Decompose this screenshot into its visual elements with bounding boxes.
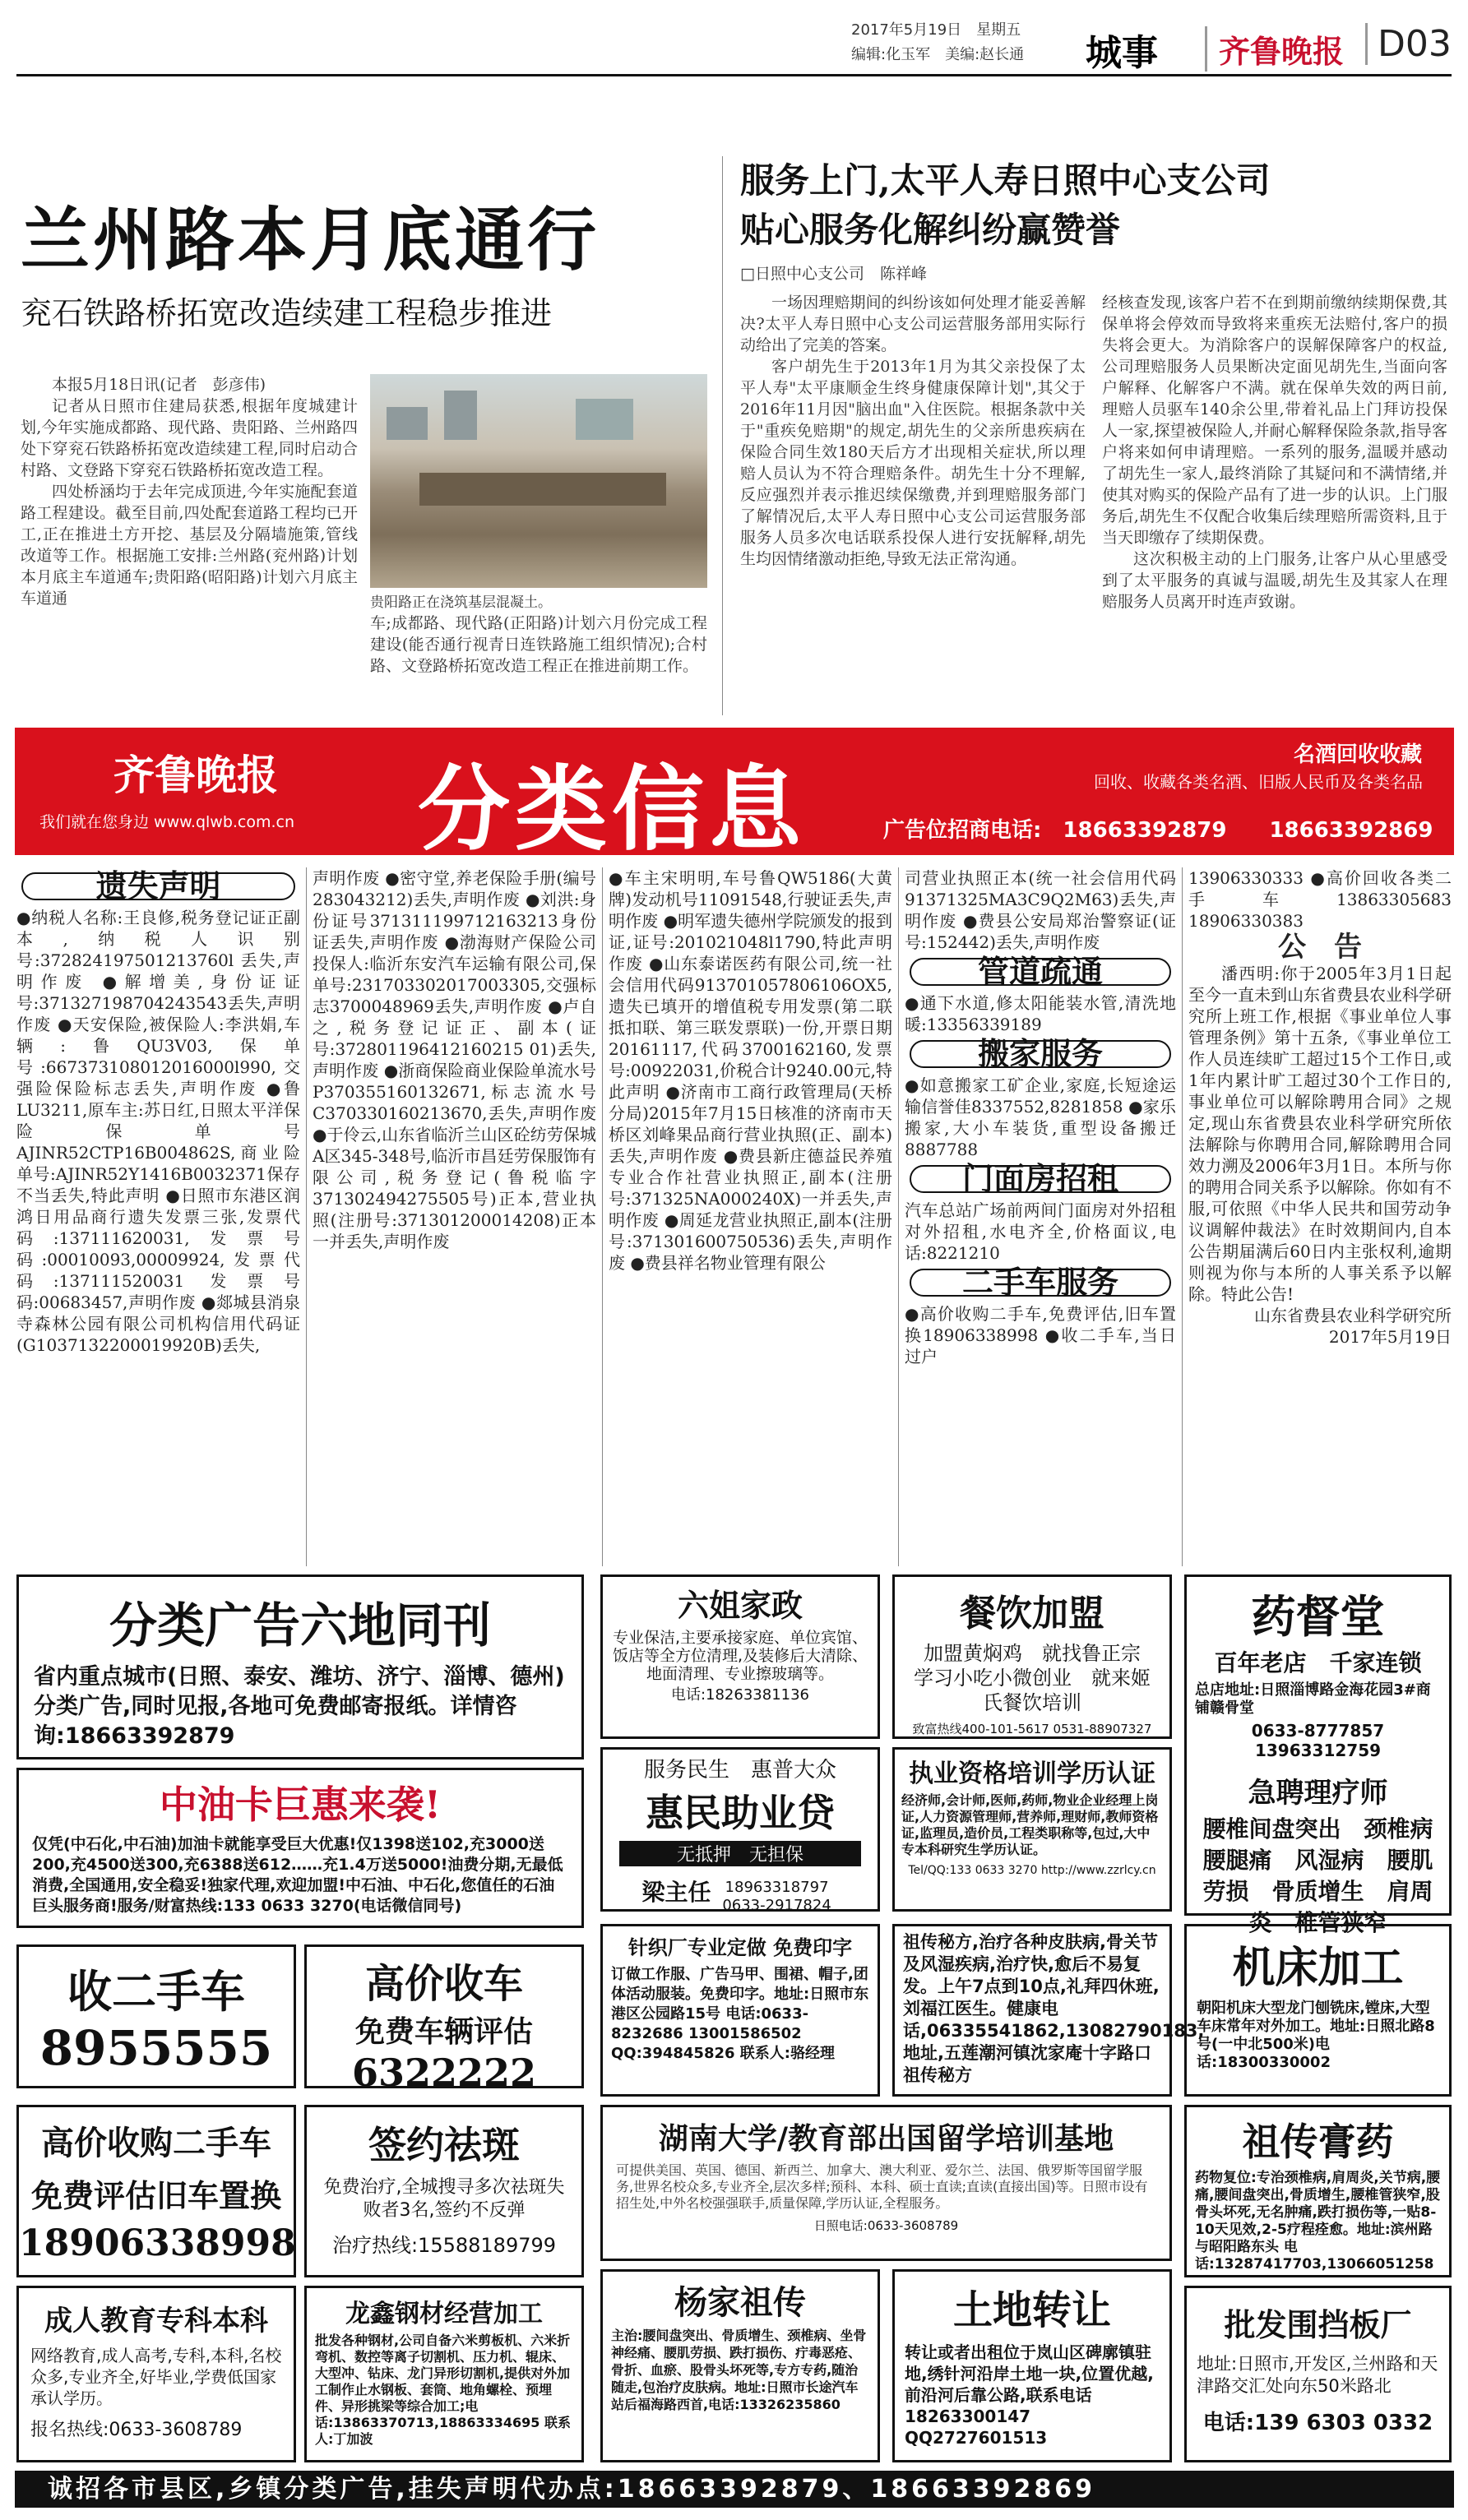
article1-p2: 四处桥涵均于去年完成顶进,今年实施配套道路工程建设。截至目前,四处配套道路工程均已开工,正在推进土方开挖、基层及分隔墙施策,管线改道等工作。根据施工安排:兰州路(兖州路)计划本月底主车道通车;贵阳路(昭阳路)计划六月底主车道通 xyxy=(21,483,358,608)
ad-six-cities-text: 省内重点城市(日照、泰安、潍坊、济宁、淄博、德州)分类广告,同时见报,各地可免费邮寄报纸。详情咨询:18663392879 xyxy=(34,1664,565,1749)
ad-loan-band: 无抵押 无担保 xyxy=(619,1841,861,1866)
ad-adult-education-title: 成人教育专科本科 xyxy=(44,2305,268,2337)
ad-buy-used-car-tel: 8955555 xyxy=(39,2020,273,2076)
article1-p1: 记者从日照市住建局获悉,根据年度城建计划,今年实施成都路、现代路、贵阳路、兰州路四处下穿兖石铁路桥拓宽改造续建工程,同时启动合村路、文登路下穿兖石铁路桥拓宽改造工程。 xyxy=(21,397,358,479)
ad-housekeeping xyxy=(600,1574,880,1739)
ad-adult-education-tel: 报名热线:0633-3608789 xyxy=(30,2420,243,2440)
ad-housekeeping-title: 六姐家政 xyxy=(677,1587,803,1624)
col4-text: 司营业执照正本(统一社会信用代码91371325MA3C9Q2M63)丢失,声明作废 ●费县公安局郑治警察证(证号:152442)丢失,声明作废 xyxy=(905,868,1176,952)
ad-freckle-title: 签约祛斑 xyxy=(368,2123,520,2167)
ad-catering-title: 餐饮加盟 xyxy=(960,1593,1104,1635)
lost-notice-text: ●纳税人名称:王良修,税务登记证正副本,纳税人识别号:372824197501213760l 丢失,声明作废 ●解增美,身份证证号:371327198704243543丢失,声明作废 ●天安保险,被保险人:李洪娟,车辆:鲁QU3V03,保单号:667373108012016000l990,交强险保险标志丢失,声明作废 ●鲁LU3211,原车主:苏日红,日照太平洋保险保单号AJINR52CTP16B004862S,商业险单号:AJINR52Y1416B0032371保存不当丢失,特此声明 ●日照市东港区润鸿日用品商行遗失发票三张,发票代码:137111620031,发票号码:00010093,00009924,发票代码:137111520031 发票号码:00683457,声明作废 ●郯城县消泉寺森林公园有限公司机构信用代码证(G1037132200019920B)丢失, xyxy=(16,908,300,1355)
article2-title-line1: 服务上门,太平人寿日照中心支公司 xyxy=(740,160,1271,201)
ad-fence-title: 批发围挡板厂 xyxy=(1224,2306,1412,2343)
ad-certification-tel: Tel/QQ:133 0633 3270 http://www.zzrlcy.cn xyxy=(908,1864,1156,1877)
ad-land-title: 土地转让 xyxy=(952,2287,1111,2333)
pipe-heading: 管道疏通 xyxy=(910,958,1171,986)
ad-buy-used-car-2-sub: 免费评估旧车置换 xyxy=(30,2177,281,2214)
ad-high-price-car-tel: 6322222 xyxy=(351,2051,537,2095)
ad-medicine-hall-band: 急聘理疗师 xyxy=(1248,1777,1388,1810)
ad-yang-family xyxy=(600,2269,880,2462)
ad-steel-title: 龙鑫钢材经营加工 xyxy=(345,2300,543,2328)
article1-col1 xyxy=(21,374,358,609)
banner-tel-label: 广告位招商电话: xyxy=(883,818,1042,843)
ad-loan xyxy=(600,1747,880,1912)
classified-banner xyxy=(15,728,1454,863)
article2-col1 xyxy=(740,292,1086,719)
ad-freckle-tel: 治疗热线:15588189799 xyxy=(331,2234,557,2257)
ad-certification-text: 经济师,会计师,医师,药师,物业企业经理上岗证,人力资源管理师,营养师,理财师,教师资格证,监理员,造价员,工程类职称等,包过,大中专本科研究生学历认证。 xyxy=(901,1792,1159,1857)
ad-adult-education xyxy=(16,2286,296,2462)
ad-medicine-hall-items: 腰椎间盘突出 颈椎病 腰腿痛 风湿病 腰肌劳损 骨质增生 肩周炎 椎管狭窄 xyxy=(1202,1815,1456,1936)
ad-fence-text: 地址:日照市,开发区,兰州路和天津路交汇处向东50米路北 xyxy=(1197,2354,1438,2396)
ad-plaster-text: 药物复位:专治颈椎病,肩周炎,关节病,腰痛,腰间盘突出,骨质增生,腰椎管狭窄,股骨头坏死,无名肿痛,跌打损伤等,一贴8-10天见效,2-5疗程痊愈。地址:滨州路与昭阳路东头 电话:13287417703,13066051258 xyxy=(1195,2170,1441,2273)
section-name: 城事 xyxy=(1086,32,1158,74)
classified-col1 xyxy=(16,867,300,1566)
ad-steel xyxy=(304,2286,584,2462)
ad-loan-title: 惠民助业贷 xyxy=(646,1791,835,1835)
ad-loan-name: 梁主任 xyxy=(641,1879,711,1906)
ad-high-price-car xyxy=(304,1944,584,2095)
ad-freckle xyxy=(304,2105,584,2277)
classified-col3: ●车主宋明明,车号鲁QW5186(大黄牌)发动机号11091548,行驶证丢失,声明作废 ●明军遗失德州学院颁发的报到证,证号:201021048l1790,特此声明作废 ●山东泰诺医药有限公司,统一社会信用代码913701057806106OX5,遗失已填开的增值税专用发票(第二联抵扣联、第三联发票联)一份,开票日期20161117,代码3700162160,发票号:00922031,价税合计9240.00元,特此声明 ●济南市工商行政管理局(天桥分局)2015年7月15日核准的济南市天桥区刘峰果品商行营业执照(正、副本)丢失,声明作废 ●费县新庄德益民养殖专业合作社营业执照正,副本(注册号:371325NA000240X)一并丢失,声明作废 ●周延龙营业执照正,副本(注册号:371301600750536)丢失,声明作废 ●费县祥名物业管理有限公 xyxy=(609,868,892,1273)
ad-six-cities xyxy=(16,1574,584,1759)
ad-land-text: 转让或者出租位于岚山区碑廓镇驻地,绣针河沿岸土地一块,位置优越,前沿河后靠公路,联系电话18263300147 QQ2727601513 xyxy=(905,2342,1154,2448)
article2-p3: 经核查发现,该客户若不在到期前缴纳续期保费,其保单将会停效而导致将来重疾无法赔付,客户的损失将会更大。为消除客户的误解保障客户的权益,公司理赔服务人员果断决定面见胡先生,当面向客户解释、化解客户不满。就在保单失效的两日前,理赔人员驱车140余公里,带着礼品上门拜访投保人一家,探望被保险人,并耐心解释保险条款,指导客户将来如何申请理赔。一系列的服务,温暖并感动了胡先生一家人,最终消除了其疑问和不满情绪,并使其对购买的保险产品有了进一步的认识。上门服务后,胡先生不仅配合收集后续理赔所需资料,且于当天即缴存了续期保费。 xyxy=(1102,294,1447,547)
banner-website: 我们就在您身边 www.qlwb.com.cn xyxy=(39,813,295,831)
ad-knitting-factory xyxy=(600,1924,880,2097)
classified-col4 xyxy=(905,867,1176,1566)
banner-title: 分类信息 xyxy=(418,756,806,863)
article1-title: 兰州路本月底通行 xyxy=(21,199,600,280)
ad-yang-title: 杨家祖传 xyxy=(674,2283,806,2322)
ad-plaster-title: 祖传膏药 xyxy=(1242,2120,1394,2164)
classified-col2: 声明作废 ●密守堂,养老保险手册(编号283043212)丢失,声明作废 ●刘洪:身份证号371311199712163213身份证丢失,声明作废 ●渤海财产保险公司投保人:临沂东安汽车运输有限公司,保单号:231703302017003305,交强标志3700048969丢失,声明作废 ●卢自之,税务登记证正、副本(证号:372801196412160215 01)丢失,声明作废 ●浙商保险商业保险单流水号P370355160132671,标志流水号C370330160213670,丢失,声明作废 ●于伶云,山东省临沂兰山区砼纺劳保城A区345-348号,临沂市昌廷劳保服饰有限公司,税务登记(鲁税临字371302494275505号)正本,营业执照(注册号:371301200014208)正本一并丢失,声明作废 xyxy=(313,868,596,1251)
used-car-text: ●高价收购二手车,免费评估,旧车置换18906338998 ●收二手车,当日过户 xyxy=(905,1304,1176,1366)
banner-tel xyxy=(883,813,1433,844)
article2-byline: □日照中心支公司 陈祥峰 xyxy=(740,265,927,283)
moving-text: ●如意搬家工矿企业,家庭,长短途运输信誉佳8337552,8281858 ●家乐搬家,大小车装货,重型设备搬迁8887788 xyxy=(905,1075,1176,1159)
ad-high-price-car-sub: 免费车辆评估 xyxy=(354,2014,533,2049)
construction-photo xyxy=(370,374,707,588)
col-sep xyxy=(1182,867,1183,1566)
header-meta xyxy=(851,18,1024,67)
moving-heading: 搬家服务 xyxy=(910,1040,1171,1068)
notice-sign: 山东省费县农业科学研究所 xyxy=(1254,1306,1452,1325)
ad-machine-tool-text: 朝阳机床大型龙门刨铣床,镗床,大型车床常年对外加工。地址:日照北路8号(一中北500米)电话:18300330002 xyxy=(1197,2000,1435,2071)
ad-steel-text: 批发各种钢材,公司自备六米剪板机、六米折弯机、数控等离子切割机、压力机、辊床、大型冲、钻床、龙门异形切割机,提供对外加工制作止水钢板、套筒、地角螺栓、预埋件、异形挑梁等综合加工;电话:13863370713,18863334695 联系人:丁加波 xyxy=(315,2333,571,2447)
header-date: 2017年5月19日 xyxy=(851,21,962,39)
ad-medicine-hall-address: 总店地址:日照淄博路金海花园3#商铺赣骨堂 xyxy=(1195,1681,1431,1717)
banner-tel1: 18663392879 xyxy=(1063,818,1227,843)
ad-medicine-hall-sub: 百年老店 千家连锁 xyxy=(1214,1649,1422,1676)
ad-catering-text: 加盟黄焖鸡 就找鲁正宗 学习小吃小微创业 就来姬氏餐饮培训 xyxy=(914,1642,1160,1714)
ad-medicine-hall xyxy=(1184,1574,1456,1936)
ad-buy-used-car-2-title: 高价收购二手车 xyxy=(41,2124,271,2162)
ad-buy-used-car-2-tel: 18906338998 xyxy=(19,2222,296,2264)
ad-medicine-hall-tel: 0633-8777857 13963312759 xyxy=(1251,1721,1385,1760)
ad-catering-tel: 致富热线400-101-5617 0531-88907327 xyxy=(912,1722,1152,1736)
ad-fuel-card xyxy=(16,1768,584,1928)
notice-heading: 公 告 xyxy=(1278,931,1362,964)
lost-notice-heading: 遗失声明 xyxy=(21,872,295,900)
article1-subtitle: 兖石铁路桥拓宽改造续建工程稳步推进 xyxy=(21,295,553,331)
ad-hunan-text: 可提供美国、英国、德国、新西兰、加拿大、澳大利亚、爱尔兰、法国、俄罗斯等国留学服务,世界名校众多,专业齐全,层次多样;预科、本科、硕士直读;直读(直接出国)等。日照市设有招生处,中外名校强强联手,质量保障,学历认证,全程服务。 xyxy=(616,2162,1148,2211)
used-car-heading: 二手车服务 xyxy=(910,1269,1171,1297)
ad-land-transfer xyxy=(892,2269,1172,2462)
ad-yang-text: 主治:腰间盘突出、骨质增生、颈椎病、坐骨神经痛、腰肌劳损、跌打损伤、疔毒恶疮、骨折、血瘀、股骨头坏死等,专方专药,随治随走,包治疗皮肤病。地址:日照市长途汽车站后福海路西首,电话:13326235860 xyxy=(611,2328,867,2412)
ad-hunan-university xyxy=(600,2105,1172,2261)
header-weekday: 星期五 xyxy=(976,21,1021,39)
ad-secret-recipe xyxy=(892,1924,1205,2097)
ad-machine-tool-title: 机床加工 xyxy=(1232,1943,1404,1993)
pipe-text: ●通下水道,修太阳能装水管,清洗地暖:13356339189 xyxy=(905,993,1176,1034)
ad-freckle-text: 免费治疗,全城搜寻多次祛斑失败者3名,签约不反弹 xyxy=(323,2177,565,2221)
banner-corner-sub: 回收、收藏各类名酒、旧版人民币及各类名品 xyxy=(1094,772,1423,792)
ad-housekeeping-tel: 电话:18263381136 xyxy=(670,1686,810,1704)
ad-hunan-title: 湖南大学/教育部出国留学培训基地 xyxy=(658,2121,1114,2156)
ad-housekeeping-text: 专业保洁,主要承接家庭、单位宾馆、饭店等全方位清理,及装修后大清除、地面清理、专业擦玻璃等。 xyxy=(612,1629,868,1683)
ad-adult-education-text: 网络教育,成人高考,专科,本科,名校众多,专业齐全,好毕业,学费低国家承认学历。 xyxy=(30,2346,282,2408)
ad-fence-board xyxy=(1184,2286,1452,2462)
col-sep xyxy=(306,867,307,1566)
ad-fuel-card-title: 中油卡巨惠来袭! xyxy=(159,1782,442,1827)
article2-p1: 一场因理赔期间的纠纷该如何处理才能妥善解决?太平人寿日照中心支公司运营服务部用实际行动给出了完美的答案。 xyxy=(740,294,1086,354)
ad-loan-tel: 18963318797 0633-2917824 xyxy=(722,1878,831,1914)
notice-text: 潘西明:你于2005年3月1日起至今一直未到山东省费县农业科学研究所上班工作,根据《事业单位人事管理条例》第十五条,《事业单位工作人员连续旷工超过15个工作日,或1年内累计旷工超过30个工作日的,事业单位可以解除聘用合同》之规定,现山东省费县农业科学研究所依法解除与你聘用合同,解除聘用合同效力溯及2006年3月1日。本所与你的聘用合同关系予以解除。你如有不服,可依照《中华人民共和国劳动争议调解仲裁法》在时效期间内,自本公告期届满后60日内主张权利,逾期则视为你与本所的人事关系予以解除。特此公告! xyxy=(1188,964,1452,1304)
article2-p2: 客户胡先生于2013年1月为其父亲投保了太平人寿"太平康顺金生终身健康保障计划",其父于2016年11月因"脑出血"入住医院。根据条款中关于"重疾免赔期"的规定,胡先生的父亲所患疾病在保险合同生效180天后方才出现相关症状,所以理赔人员认为不符合理赔条件。胡先生十分不理解,反应强烈并表示推迟续保缴费,并到理赔服务部门了解情况后,太平人寿日照中心支公司运营服务部服务人员多次电话联系投保人进行安抚解释,胡先生均因情绪激动拒绝,导致无法正常沟通。 xyxy=(740,358,1086,568)
banner-tel2: 18663392869 xyxy=(1269,818,1433,843)
shop-heading: 门面房招租 xyxy=(910,1165,1171,1193)
article1-lead: 本报5月18日讯(记者 彭彦伟) xyxy=(52,376,266,394)
ad-machine-tool xyxy=(1184,1924,1452,2097)
ad-fence-tel: 电话:139 6303 0332 xyxy=(1202,2411,1433,2435)
article2-col2 xyxy=(1102,292,1447,719)
ad-fuel-card-text: 仅凭(中石化,中石油)加油卡就能享受巨大优惠!仅1398送102,充3000送200,充4500送300,充6388送612……充1.4万送5000!油费分期,无最低消费,全国通用,安全稳妥!独家代理,欢迎加盟!中石油、中石化,您值任的石油巨头服务商!服务/财富热线:133 0633 3270(电话微信同号) xyxy=(32,1835,563,1915)
header-editors: 编辑:化玉军 美编:赵长通 xyxy=(851,46,1025,63)
page-number: D03 xyxy=(1365,23,1452,65)
ad-catering xyxy=(892,1574,1172,1739)
header-rule xyxy=(16,74,1452,76)
ad-hunan-tel: 日照电话:0633-3608789 xyxy=(813,2218,959,2233)
ad-buy-used-car-2 xyxy=(16,2105,296,2277)
ad-six-cities-title: 分类广告六地同刊 xyxy=(109,1598,491,1653)
col5-text: 13906330333 ●高价回收各类二手车13863305683 18906330383 xyxy=(1188,868,1452,931)
ad-secret-recipe-text: 祖传秘方,治疗各种皮肤病,骨关节及风湿疾病,治疗快,愈后不易复发。上午7点到10点,礼拜四休班,刘福江医生。健康电话,06335541862,13082790183,地址,五莲潮河镇沈家庵十字路口祖传秘方 xyxy=(903,1932,1205,2085)
notice-date: 2017年5月19日 xyxy=(1328,1327,1452,1347)
ad-loan-top: 服务民生 惠普大众 xyxy=(643,1758,836,1782)
ad-buy-used-car-title: 收二手车 xyxy=(67,1965,245,2018)
shop-text: 汽车总站广场前两间门面房对外招租对外招租,水电齐全,价格面议,电话:8221210 xyxy=(905,1200,1176,1263)
article2-title-line2: 贴心服务化解纠纷赢赞誉 xyxy=(740,210,1121,250)
article2-title xyxy=(740,156,1271,255)
article2-p4: 这次积极主动的上门服务,让客户从心里感受到了太平服务的真诚与温暖,胡先生及其家人在理赔服务人员离开时连声致谢。 xyxy=(1102,550,1447,611)
banner-logo: 齐鲁晚报 xyxy=(113,751,278,799)
photo-caption: 贵阳路正在浇筑基层混凝土。 xyxy=(370,594,552,611)
ad-high-price-car-title: 高价收车 xyxy=(364,1961,523,2007)
ad-certification-title: 执业资格培训学历认证 xyxy=(909,1759,1155,1788)
ad-medicine-hall-title: 药督堂 xyxy=(1251,1590,1385,1643)
classified-col5 xyxy=(1188,867,1452,1566)
ad-buy-used-car xyxy=(16,1944,296,2088)
column-divider xyxy=(722,156,723,715)
banner-corner-title: 名酒回收收藏 xyxy=(1294,742,1423,767)
ad-certification xyxy=(892,1747,1172,1912)
ad-knitting-title: 针织厂专业定做 免费印字 xyxy=(627,1935,853,1959)
col-sep xyxy=(898,867,899,1566)
footer-bar: 诚招各市县区,乡镇分类广告,挂失声明代办点:18663392879、18663392869 xyxy=(15,2471,1454,2508)
paper-logo: 齐鲁晚报 xyxy=(1205,26,1344,72)
ad-knitting-text: 订做工作服、广告马甲、围裙、帽子,团体活动服装。免费印字。地址:日照市东港区公园路15号 电话:0633-8232686 13001586502 QQ:394845826 联系人:骆经理 xyxy=(611,1966,869,2062)
article1-p3: 车;成都路、现代路(正阳路)计划六月份完成工程建设(能否通行视青日连铁路施工组织情况);合村路、文登路桥拓宽改造工程正在推进前期工作。 xyxy=(370,614,707,675)
ad-plaster xyxy=(1184,2105,1452,2277)
col-sep xyxy=(602,867,603,1566)
